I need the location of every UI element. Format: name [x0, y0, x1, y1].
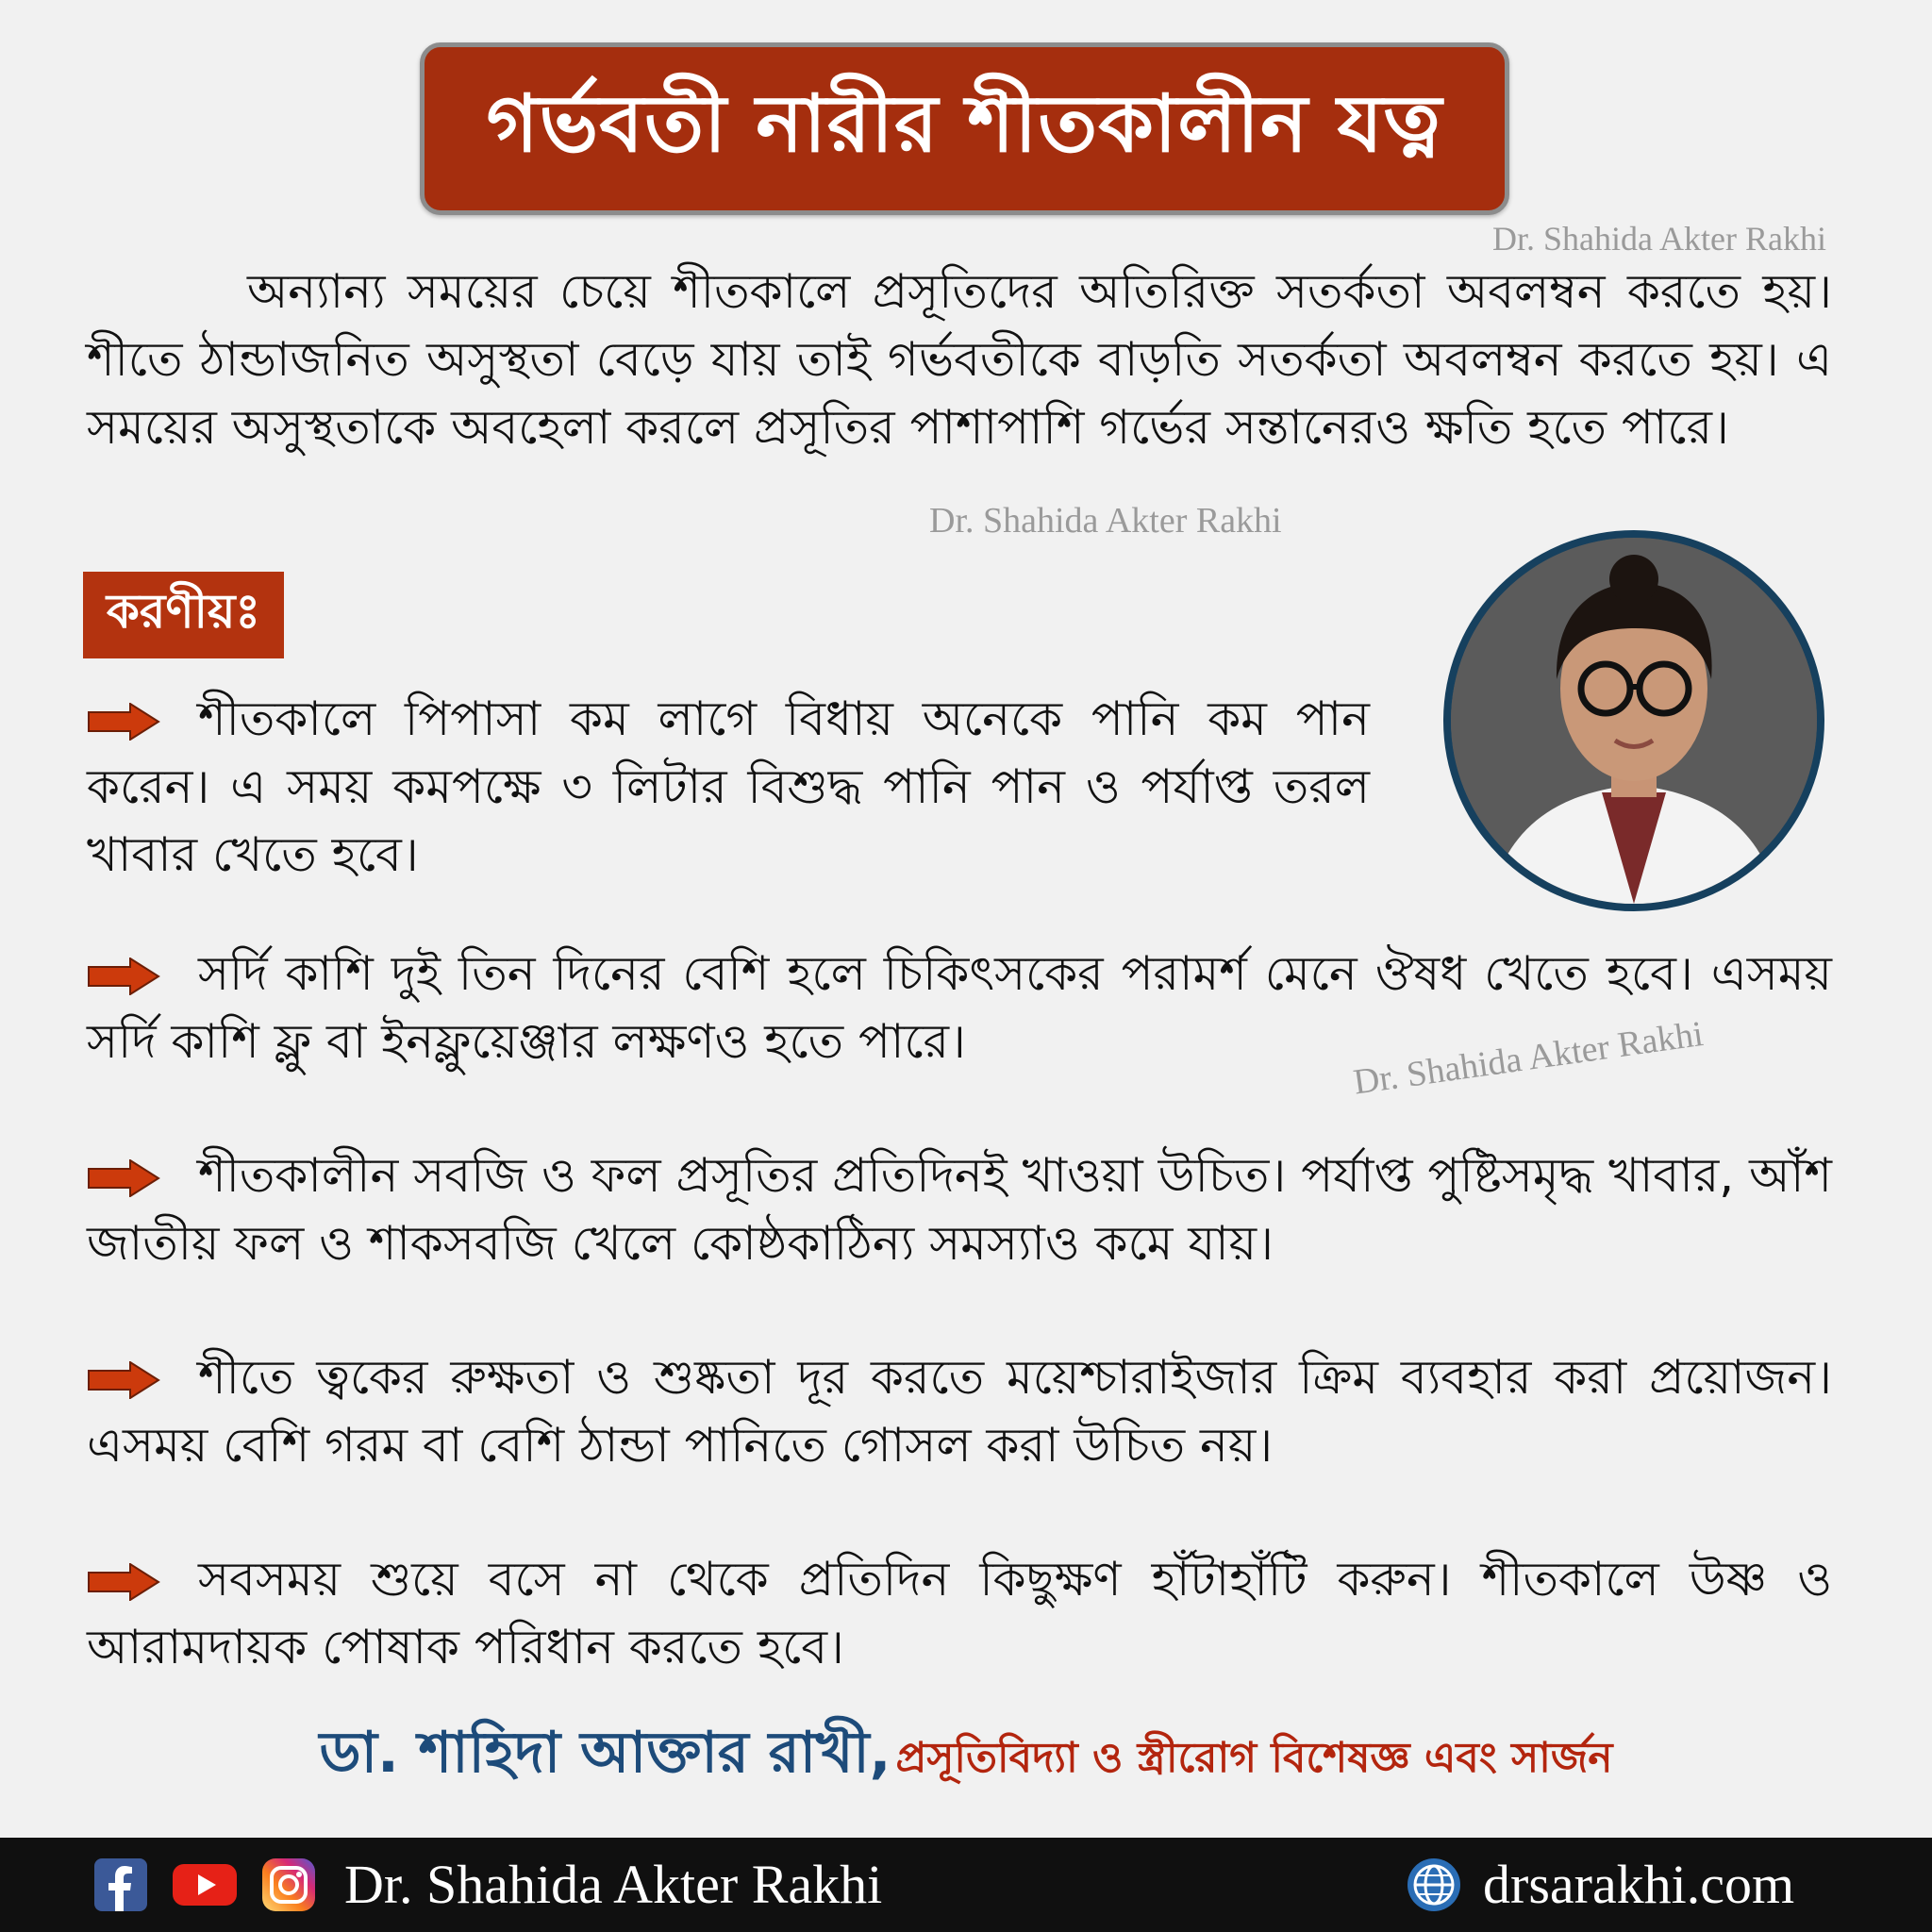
doctor-photo-icon: [1451, 538, 1817, 904]
globe-icon: [1406, 1857, 1462, 1913]
list-item: [87, 1141, 1832, 1277]
doctor-signature: [0, 1709, 1932, 1804]
list-item: [87, 685, 1370, 889]
section-label: করণীয়ঃ: [83, 572, 284, 658]
instagram-icon[interactable]: [262, 1858, 315, 1911]
doctor-portrait: [1443, 530, 1824, 911]
arrow-right-icon: [87, 703, 160, 741]
social-footer-bar: [0, 1838, 1932, 1932]
list-item: [87, 940, 1832, 1075]
arrow-right-icon: [87, 1159, 160, 1197]
doctor-name: ডা. শাহিদা আক্তার রাখী,: [319, 1720, 891, 1786]
title-banner: [420, 42, 1509, 215]
facebook-icon[interactable]: [94, 1858, 147, 1911]
arrow-right-icon: [87, 958, 160, 995]
watermark: Dr. Shahida Akter Rakhi: [1351, 1013, 1706, 1103]
youtube-icon[interactable]: [172, 1858, 238, 1911]
list-item-text: সর্দি কাশি দুই তিন দিনের বেশি হলে চিকিৎসকের পরামর্শ মেনে ঔষধ খেতে হবে। এসময় সর্দি কাশি ফ্লু বা ইনফ্লুয়েঞ্জার লক্ষণও হতে পারে।: [87, 946, 1832, 1069]
list-item-text: শীতকালে পিপাসা কম লাগে বিধায় অনেকে পানি কম পান করেন। এ সময় কমপক্ষে ৩ লিটার বিশুদ্ধ পানি পান ও পর্যাপ্ত তরল খাবার খেতে হবে।: [87, 691, 1370, 882]
watermark: Dr. Shahida Akter Rakhi: [1492, 220, 1826, 258]
watermark: Dr. Shahida Akter Rakhi: [929, 501, 1282, 541]
website-link[interactable]: drsarakhi.com: [1483, 1854, 1795, 1915]
list-item: [87, 1343, 1832, 1479]
intro-paragraph: অন্যান্য সময়ের চেয়ে শীতকালে প্রসূতিদের অতিরিক্ত সতর্কতা অবলম্বন করতে হয়। শীতে ঠান্ডাজনিত অসুস্থতা বেড়ে যায় তাই গর্ভবতীকে বাড়তি সতর্কতা অবলম্বন করতে হয়। এ সময়ের অসুস্থতাকে অবহেলা করলে প্রসূতির পাশাপাশি গর্ভের সন্তানেরও ক্ষতি হতে পারে।: [87, 264, 1832, 455]
arrow-right-icon: [87, 1563, 160, 1601]
list-item: [87, 1545, 1832, 1681]
arrow-right-icon: [87, 1361, 160, 1399]
footer-page-name: Dr. Shahida Akter Rakhi: [344, 1854, 883, 1915]
list-item-text: শীতকালীন সবজি ও ফল প্রসূতির প্রতিদিনই খাওয়া উচিত। পর্যাপ্ত পুষ্টিসমৃদ্ধ খাবার, আঁশ জাতীয় ফল ও শাকসবজি খেলে কোষ্ঠকাঠিন্য সমস্যাও কমে যায়।: [87, 1148, 1832, 1271]
list-item-text: সবসময় শুয়ে বসে না থেকে প্রতিদিন কিছুক্ষণ হাঁটাহাঁটি করুন। শীতকালে উষ্ণ ও আরামদায়ক পোষাক পরিধান করতে হবে।: [87, 1552, 1832, 1674]
page-title: গর্ভবতী নারীর শীতকালীন যত্ন: [486, 77, 1443, 170]
doctor-role: প্রসূতিবিদ্যা ও স্ত্রীরোগ বিশেষজ্ঞ এবং সার্জন: [895, 1734, 1613, 1782]
list-item-text: শীতে ত্বকের রুক্ষতা ও শুষ্কতা দূর করতে ময়েশ্চারাইজার ক্রিম ব্যবহার করা প্রয়োজন। এসময় বেশি গরম বা বেশি ঠান্ডা পানিতে গোসল করা উচিত নয়।: [87, 1350, 1832, 1473]
